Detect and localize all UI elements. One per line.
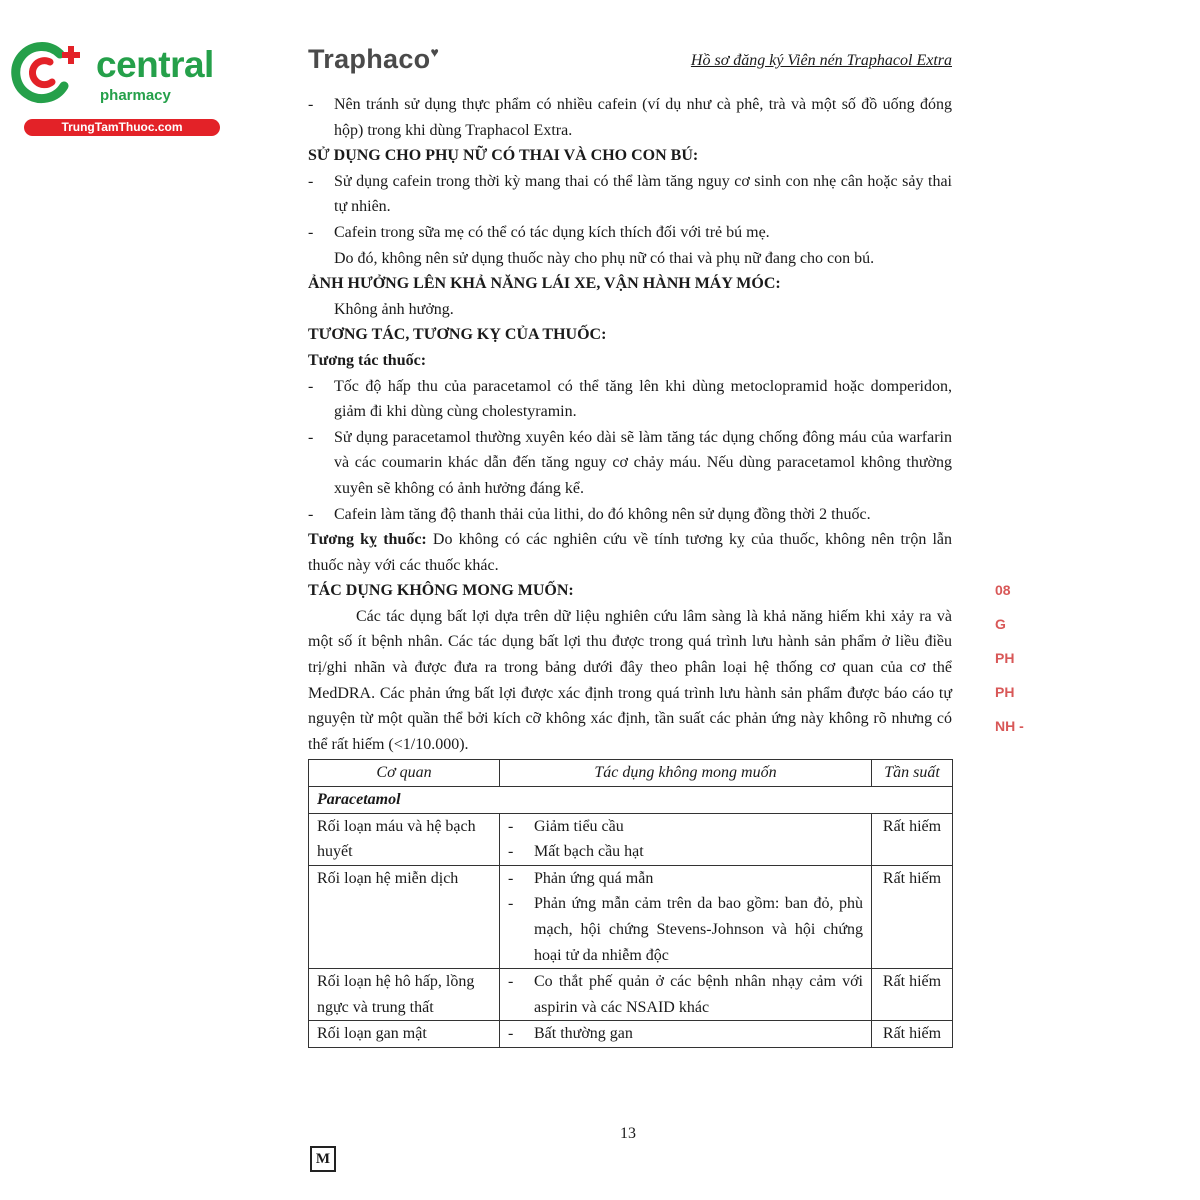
stamp-text: NH - [995, 718, 1024, 734]
bullet-dash: - [508, 843, 514, 861]
effect-item [508, 969, 863, 1020]
interaction-bullet [308, 425, 952, 502]
table-row [309, 813, 953, 865]
logo-url-badge: TrungTamThuoc.com [24, 119, 220, 136]
bullet-text: Sử dụng paracetamol thường xuyên kéo dài sẽ làm tăng tác dụng chống đông máu của warfarin và các coumarin khác dẫn đến tăng nguy cơ chảy máu. Nếu dùng paracetamol không thường xuyên sẽ không có ảnh hưởng đáng kể. [334, 428, 952, 497]
pregnancy-bullet [308, 169, 952, 220]
pregnancy-bullet [308, 220, 952, 246]
driving-text: Không ảnh hưởng. [334, 300, 454, 318]
logo-brand-text: central [96, 44, 214, 85]
frequency-cell: Rất hiếm [872, 1021, 953, 1048]
effect-text: Phản ứng quá mẫn [534, 869, 654, 887]
document-body [308, 92, 952, 1048]
bullet-dash: - [308, 172, 314, 190]
central-pharmacy-logo [10, 36, 220, 136]
effect-item [508, 839, 863, 865]
bullet-text: Cafein trong sữa mẹ có thể có tác dụng kích thích đối với trẻ bú mẹ. [334, 223, 770, 241]
frequency-cell: Rất hiếm [872, 813, 953, 865]
bullet-text: Nên tránh sử dụng thực phẩm có nhiều cafein (ví dụ như cà phê, trà và một số đồ uống đóng hộp) trong khi dùng Traphacol Extra. [334, 96, 952, 139]
effects-cell [500, 813, 872, 865]
effect-text: Co thắt phế quản ở các bệnh nhân nhạy cảm với aspirin và các NSAID khác [534, 973, 863, 1016]
table-category: Paracetamol [309, 787, 953, 814]
effect-item [508, 814, 863, 840]
traphaco-brand [308, 44, 439, 75]
adverse-text: Các tác dụng bất lợi dựa trên dữ liệu nghiên cứu lâm sàng là khả năng hiếm khi xảy ra và một số ít bệnh nhân. Các tác dụng bất lợi thu được trong quá trình lưu hành sản phẩm ở liều điều trị/ghi nhãn và được đưa ra trong bảng dưới đây theo phân loại hệ thống cơ quan của cơ thể MedDRA. Các phản ứng bất lợi được xác định trong quá trình lưu hành sản phẩm được báo cáo tự nguyện từ một quần thể bởi kích cỡ không xác định, tần suất các phản ứng này không rõ nhưng có thể rất hiếm (<1/10.000). [308, 607, 952, 753]
pharmacy-cross-icon [10, 40, 82, 104]
stamp-text: PH [995, 650, 1015, 666]
logo-sub-text: pharmacy [100, 87, 171, 104]
effects-cell [500, 1021, 872, 1048]
column-header: Cơ quan [309, 760, 500, 787]
effect-text: Bất thường gan [534, 1025, 633, 1043]
effects-cell [500, 969, 872, 1021]
stamp-text: PH [995, 684, 1015, 700]
pregnancy-conclusion: Do đó, không nên sử dụng thuốc này cho phụ nữ có thai và phụ nữ đang cho con bú. [334, 249, 875, 267]
effects-cell [500, 865, 872, 968]
driving-heading: ẢNH HƯỞNG LÊN KHẢ NĂNG LÁI XE, VẬN HÀNH MÁY MÓC: [308, 275, 781, 293]
stamp-text: G [995, 616, 1006, 632]
pregnancy-heading: SỬ DỤNG CHO PHỤ NỮ CÓ THAI VÀ CHO CON BÚ: [308, 147, 699, 165]
interactions-heading: TƯƠNG TÁC, TƯƠNG KỴ CỦA THUỐC: [308, 326, 607, 344]
bullet-dash: - [508, 973, 514, 991]
effect-text: Mất bạch cầu hạt [534, 843, 644, 861]
footer-mark-box: M [310, 1146, 336, 1172]
bullet-text: Sử dụng cafein trong thời kỳ mang thai có thể làm tăng nguy cơ sinh con nhẹ cân hoặc sảy thai tự nhiên. [334, 172, 952, 216]
incompatibility-label: Tương kỵ thuốc: [308, 531, 427, 549]
interaction-bullet [308, 502, 952, 528]
intro-bullet [308, 92, 952, 143]
bullet-dash: - [508, 869, 514, 887]
interaction-bullet [308, 374, 952, 425]
table-row [309, 865, 953, 968]
stamp-text: 08 [995, 582, 1011, 598]
bullet-dash: - [508, 817, 514, 835]
adverse-heading: TÁC DỤNG KHÔNG MONG MUỐN: [308, 582, 574, 600]
organ-cell: Rối loạn gan mật [309, 1021, 500, 1048]
effect-item [508, 1021, 863, 1047]
organ-cell: Rối loạn hệ hô hấp, lồng ngực và trung thất [309, 969, 500, 1021]
bullet-text: Tốc độ hấp thu của paracetamol có thể tăng lên khi dùng metoclopramid hoặc domperidon, giảm đi khi dùng cùng cholestyramin. [334, 377, 952, 421]
bullet-dash: - [508, 1025, 514, 1043]
effect-text: Giảm tiểu cầu [534, 817, 624, 835]
table-row [309, 1021, 953, 1048]
bullet-text: Cafein làm tăng độ thanh thải của lithi, do đó không nên sử dụng đồng thời 2 thuốc. [334, 505, 871, 523]
red-stamp-fragment [995, 582, 1025, 732]
bullet-dash: - [508, 895, 514, 913]
incompatibility-paragraph [308, 527, 952, 578]
table-category-row [309, 787, 953, 814]
frequency-cell: Rất hiếm [872, 969, 953, 1021]
effect-item [508, 866, 863, 892]
document-title: Hồ sơ đăng ký Viên nén Traphacol Extra [690, 52, 952, 69]
organ-cell: Rối loạn hệ miễn dịch [309, 865, 500, 968]
heart-icon: ♥ [430, 44, 440, 60]
incompatibility-text: Do không có các nghiên cứu về tính tương kỵ của thuốc, không nên trộn lẫn thuốc này với các thuốc khác. [308, 531, 952, 574]
bullet-dash: - [308, 428, 314, 446]
frequency-cell: Rất hiếm [872, 865, 953, 968]
effect-text: Phản ứng mẫn cảm trên da bao gồm: ban đỏ, phù mạch, hội chứng Stevens-Johnson và hội chứng hoại tử da nhiễm độc [534, 895, 863, 964]
column-header: Tần suất [872, 760, 953, 787]
bullet-dash: - [308, 505, 314, 523]
organ-cell: Rối loạn máu và hệ bạch huyết [309, 813, 500, 865]
table-row [309, 969, 953, 1021]
page-number: 13 [620, 1125, 636, 1142]
interactions-subheading: Tương tác thuốc: [308, 351, 427, 369]
adverse-effects-table [308, 759, 953, 1048]
brand-text: Traphaco [308, 44, 431, 74]
bullet-dash: - [308, 377, 314, 395]
column-header: Tác dụng không mong muốn [500, 760, 872, 787]
table-header-row [309, 760, 953, 787]
bullet-dash: - [308, 223, 314, 241]
effect-item [508, 891, 863, 968]
bullet-dash: - [308, 96, 314, 113]
